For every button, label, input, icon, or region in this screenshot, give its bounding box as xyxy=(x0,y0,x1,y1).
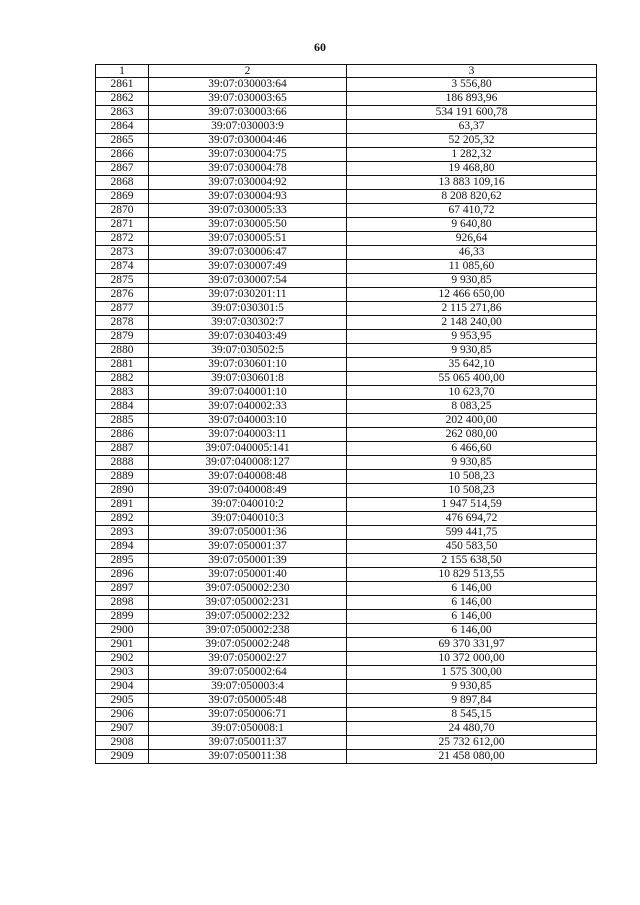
cadastral-value-cell: 262 080,00 xyxy=(347,428,597,442)
cadastral-number-cell: 39:07:050005:48 xyxy=(149,694,347,708)
cadastral-value-cell: 8 208 820,62 xyxy=(347,190,597,204)
cadastral-number-cell: 39:07:030005:33 xyxy=(149,204,347,218)
cadastral-value-cell: 24 480,70 xyxy=(347,722,597,736)
row-number-cell: 2870 xyxy=(96,204,149,218)
table-row xyxy=(96,470,597,484)
cadastral-value-cell: 55 065 400,00 xyxy=(347,372,597,386)
table-row xyxy=(96,456,597,470)
cadastral-number-cell: 39:07:030003:64 xyxy=(149,78,347,92)
cadastral-number-cell: 39:07:040008:48 xyxy=(149,470,347,484)
cadastral-value-cell: 19 468,80 xyxy=(347,162,597,176)
row-number-cell: 2905 xyxy=(96,694,149,708)
cadastral-number-cell: 39:07:030601:8 xyxy=(149,372,347,386)
cadastral-number-cell: 39:07:050001:36 xyxy=(149,526,347,540)
cadastral-value-cell: 6 146,00 xyxy=(347,610,597,624)
row-number-cell: 2861 xyxy=(96,78,149,92)
row-number-cell: 2898 xyxy=(96,596,149,610)
row-number-cell: 2897 xyxy=(96,582,149,596)
row-number-cell: 2906 xyxy=(96,708,149,722)
cadastral-value-cell: 450 583,50 xyxy=(347,540,597,554)
table-row xyxy=(96,330,597,344)
row-number-cell: 2902 xyxy=(96,652,149,666)
row-number-cell: 2895 xyxy=(96,554,149,568)
row-number-cell: 2864 xyxy=(96,120,149,134)
table-row xyxy=(96,722,597,736)
row-number-cell: 2882 xyxy=(96,372,149,386)
cadastral-number-cell: 39:07:050011:37 xyxy=(149,736,347,750)
cadastral-number-cell: 39:07:030007:49 xyxy=(149,260,347,274)
cadastral-value-cell: 1 282,32 xyxy=(347,148,597,162)
table-row xyxy=(96,568,597,582)
cadastral-value-table xyxy=(95,64,597,764)
cadastral-number-cell: 39:07:030006:47 xyxy=(149,246,347,260)
table-row xyxy=(96,400,597,414)
table-row xyxy=(96,540,597,554)
cadastral-value-cell: 534 191 600,78 xyxy=(347,106,597,120)
row-number-cell: 2875 xyxy=(96,274,149,288)
table-row xyxy=(96,78,597,92)
cadastral-value-cell: 9 953,95 xyxy=(347,330,597,344)
row-number-cell: 2886 xyxy=(96,428,149,442)
row-number-cell: 2888 xyxy=(96,456,149,470)
cadastral-value-cell: 1 575 300,00 xyxy=(347,666,597,680)
table-row xyxy=(96,498,597,512)
table-row xyxy=(96,218,597,232)
cadastral-value-cell: 69 370 331,97 xyxy=(347,638,597,652)
cadastral-number-cell: 39:07:030403:49 xyxy=(149,330,347,344)
cadastral-number-cell: 39:07:030003:9 xyxy=(149,120,347,134)
row-number-cell: 2885 xyxy=(96,414,149,428)
cadastral-value-cell: 67 410,72 xyxy=(347,204,597,218)
cadastral-value-cell: 6 146,00 xyxy=(347,624,597,638)
column-header-number: 1 xyxy=(96,65,149,78)
cadastral-number-cell: 39:07:030004:46 xyxy=(149,134,347,148)
cadastral-number-cell: 39:07:050001:37 xyxy=(149,540,347,554)
row-number-cell: 2873 xyxy=(96,246,149,260)
row-number-cell: 2878 xyxy=(96,316,149,330)
table-row xyxy=(96,428,597,442)
row-number-cell: 2901 xyxy=(96,638,149,652)
cadastral-value-cell: 202 400,00 xyxy=(347,414,597,428)
table-row xyxy=(96,358,597,372)
cadastral-value-cell: 10 508,23 xyxy=(347,484,597,498)
cadastral-value-cell: 186 893,96 xyxy=(347,92,597,106)
cadastral-value-cell: 12 466 650,00 xyxy=(347,288,597,302)
table-row xyxy=(96,204,597,218)
row-number-cell: 2874 xyxy=(96,260,149,274)
table-row xyxy=(96,484,597,498)
column-header-cadastral-value: 3 xyxy=(347,65,597,78)
cadastral-number-cell: 39:07:050011:38 xyxy=(149,750,347,764)
row-number-cell: 2865 xyxy=(96,134,149,148)
table-body xyxy=(96,78,597,764)
cadastral-number-cell: 39:07:040008:127 xyxy=(149,456,347,470)
row-number-cell: 2899 xyxy=(96,610,149,624)
cadastral-value-cell: 476 694,72 xyxy=(347,512,597,526)
table-row xyxy=(96,624,597,638)
table-row xyxy=(96,316,597,330)
cadastral-number-cell: 39:07:040008:49 xyxy=(149,484,347,498)
table-row xyxy=(96,260,597,274)
cadastral-value-cell: 52 205,32 xyxy=(347,134,597,148)
table-row xyxy=(96,750,597,764)
cadastral-number-cell: 39:07:040005:141 xyxy=(149,442,347,456)
cadastral-number-cell: 39:07:050002:231 xyxy=(149,596,347,610)
table-row xyxy=(96,414,597,428)
cadastral-value-cell: 6 466,60 xyxy=(347,442,597,456)
cadastral-value-cell: 9 897,84 xyxy=(347,694,597,708)
cadastral-value-cell: 35 642,10 xyxy=(347,358,597,372)
cadastral-number-cell: 39:07:030007:54 xyxy=(149,274,347,288)
cadastral-value-cell: 3 556,80 xyxy=(347,78,597,92)
cadastral-value-cell: 8 545,15 xyxy=(347,708,597,722)
row-number-cell: 2867 xyxy=(96,162,149,176)
table-row xyxy=(96,610,597,624)
table-row xyxy=(96,190,597,204)
cadastral-number-cell: 39:07:050001:39 xyxy=(149,554,347,568)
row-number-cell: 2896 xyxy=(96,568,149,582)
cadastral-value-cell: 926,64 xyxy=(347,232,597,246)
table-row xyxy=(96,638,597,652)
cadastral-value-cell: 2 155 638,50 xyxy=(347,554,597,568)
table-row xyxy=(96,694,597,708)
cadastral-number-cell: 39:07:050002:238 xyxy=(149,624,347,638)
table-header-row xyxy=(96,65,597,78)
cadastral-value-cell: 9 930,85 xyxy=(347,680,597,694)
cadastral-number-cell: 39:07:030301:5 xyxy=(149,302,347,316)
cadastral-value-cell: 9 640,80 xyxy=(347,218,597,232)
cadastral-value-cell: 599 441,75 xyxy=(347,526,597,540)
row-number-cell: 2893 xyxy=(96,526,149,540)
cadastral-number-cell: 39:07:050001:40 xyxy=(149,568,347,582)
cadastral-value-cell: 2 115 271,86 xyxy=(347,302,597,316)
row-number-cell: 2883 xyxy=(96,386,149,400)
cadastral-number-cell: 39:07:030004:92 xyxy=(149,176,347,190)
table-row xyxy=(96,526,597,540)
cadastral-value-cell: 10 623,70 xyxy=(347,386,597,400)
cadastral-number-cell: 39:07:030302:7 xyxy=(149,316,347,330)
cadastral-number-cell: 39:07:030004:78 xyxy=(149,162,347,176)
table-row xyxy=(96,442,597,456)
cadastral-value-cell: 9 930,85 xyxy=(347,456,597,470)
cadastral-number-cell: 39:07:030201:11 xyxy=(149,288,347,302)
cadastral-value-cell: 9 930,85 xyxy=(347,274,597,288)
cadastral-value-cell: 8 083,25 xyxy=(347,400,597,414)
cadastral-value-cell: 1 947 514,59 xyxy=(347,498,597,512)
cadastral-number-cell: 39:07:030004:75 xyxy=(149,148,347,162)
row-number-cell: 2900 xyxy=(96,624,149,638)
cadastral-number-cell: 39:07:050002:27 xyxy=(149,652,347,666)
table-row xyxy=(96,106,597,120)
cadastral-number-cell: 39:07:040003:10 xyxy=(149,414,347,428)
table-row xyxy=(96,386,597,400)
cadastral-number-cell: 39:07:030004:93 xyxy=(149,190,347,204)
row-number-cell: 2889 xyxy=(96,470,149,484)
table-row xyxy=(96,120,597,134)
row-number-cell: 2891 xyxy=(96,498,149,512)
cadastral-number-cell: 39:07:040001:10 xyxy=(149,386,347,400)
cadastral-value-cell: 13 883 109,16 xyxy=(347,176,597,190)
cadastral-number-cell: 39:07:040010:2 xyxy=(149,498,347,512)
cadastral-value-cell: 10 508,23 xyxy=(347,470,597,484)
row-number-cell: 2887 xyxy=(96,442,149,456)
table-row xyxy=(96,288,597,302)
page-number: 60 xyxy=(314,40,326,54)
table-row xyxy=(96,708,597,722)
table-row xyxy=(96,162,597,176)
table-row xyxy=(96,344,597,358)
table-row xyxy=(96,92,597,106)
row-number-cell: 2871 xyxy=(96,218,149,232)
row-number-cell: 2890 xyxy=(96,484,149,498)
row-number-cell: 2894 xyxy=(96,540,149,554)
table-row xyxy=(96,148,597,162)
row-number-cell: 2908 xyxy=(96,736,149,750)
row-number-cell: 2876 xyxy=(96,288,149,302)
row-number-cell: 2872 xyxy=(96,232,149,246)
row-number-cell: 2881 xyxy=(96,358,149,372)
cadastral-number-cell: 39:07:030003:65 xyxy=(149,92,347,106)
cadastral-value-cell: 9 930,85 xyxy=(347,344,597,358)
cadastral-value-cell: 25 732 612,00 xyxy=(347,736,597,750)
cadastral-number-cell: 39:07:030003:66 xyxy=(149,106,347,120)
cadastral-number-cell: 39:07:050008:1 xyxy=(149,722,347,736)
table-row xyxy=(96,176,597,190)
table-row xyxy=(96,736,597,750)
cadastral-number-cell: 39:07:030601:10 xyxy=(149,358,347,372)
table-row xyxy=(96,372,597,386)
row-number-cell: 2866 xyxy=(96,148,149,162)
cadastral-number-cell: 39:07:030502:5 xyxy=(149,344,347,358)
row-number-cell: 2877 xyxy=(96,302,149,316)
table-row xyxy=(96,554,597,568)
cadastral-value-cell: 6 146,00 xyxy=(347,596,597,610)
cadastral-value-cell: 21 458 080,00 xyxy=(347,750,597,764)
row-number-cell: 2903 xyxy=(96,666,149,680)
cadastral-number-cell: 39:07:050002:230 xyxy=(149,582,347,596)
cadastral-value-cell: 63,37 xyxy=(347,120,597,134)
cadastral-value-cell: 11 085,60 xyxy=(347,260,597,274)
row-number-cell: 2862 xyxy=(96,92,149,106)
cadastral-number-cell: 39:07:030005:51 xyxy=(149,232,347,246)
cadastral-number-cell: 39:07:050006:71 xyxy=(149,708,347,722)
row-number-cell: 2884 xyxy=(96,400,149,414)
table-row xyxy=(96,652,597,666)
cadastral-number-cell: 39:07:040010:3 xyxy=(149,512,347,526)
row-number-cell: 2892 xyxy=(96,512,149,526)
cadastral-number-cell: 39:07:050002:248 xyxy=(149,638,347,652)
cadastral-number-cell: 39:07:050002:232 xyxy=(149,610,347,624)
table-row xyxy=(96,680,597,694)
row-number-cell: 2863 xyxy=(96,106,149,120)
cadastral-number-cell: 39:07:040003:11 xyxy=(149,428,347,442)
row-number-cell: 2909 xyxy=(96,750,149,764)
cadastral-number-cell: 39:07:050002:64 xyxy=(149,666,347,680)
table-row xyxy=(96,582,597,596)
cadastral-value-cell: 2 148 240,00 xyxy=(347,316,597,330)
row-number-cell: 2904 xyxy=(96,680,149,694)
table-row xyxy=(96,596,597,610)
table-row xyxy=(96,666,597,680)
row-number-cell: 2868 xyxy=(96,176,149,190)
row-number-cell: 2880 xyxy=(96,344,149,358)
row-number-cell: 2907 xyxy=(96,722,149,736)
column-header-cadastral-number: 2 xyxy=(149,65,347,78)
table-row xyxy=(96,232,597,246)
table-row xyxy=(96,512,597,526)
cadastral-number-cell: 39:07:040002:33 xyxy=(149,400,347,414)
table-row xyxy=(96,134,597,148)
cadastral-value-cell: 6 146,00 xyxy=(347,582,597,596)
cadastral-number-cell: 39:07:030005:50 xyxy=(149,218,347,232)
cadastral-value-cell: 10 829 513,55 xyxy=(347,568,597,582)
row-number-cell: 2869 xyxy=(96,190,149,204)
table-row xyxy=(96,274,597,288)
table-row xyxy=(96,302,597,316)
cadastral-number-cell: 39:07:050003:4 xyxy=(149,680,347,694)
cadastral-value-cell: 10 372 000,00 xyxy=(347,652,597,666)
cadastral-value-cell: 46,33 xyxy=(347,246,597,260)
row-number-cell: 2879 xyxy=(96,330,149,344)
table-row xyxy=(96,246,597,260)
